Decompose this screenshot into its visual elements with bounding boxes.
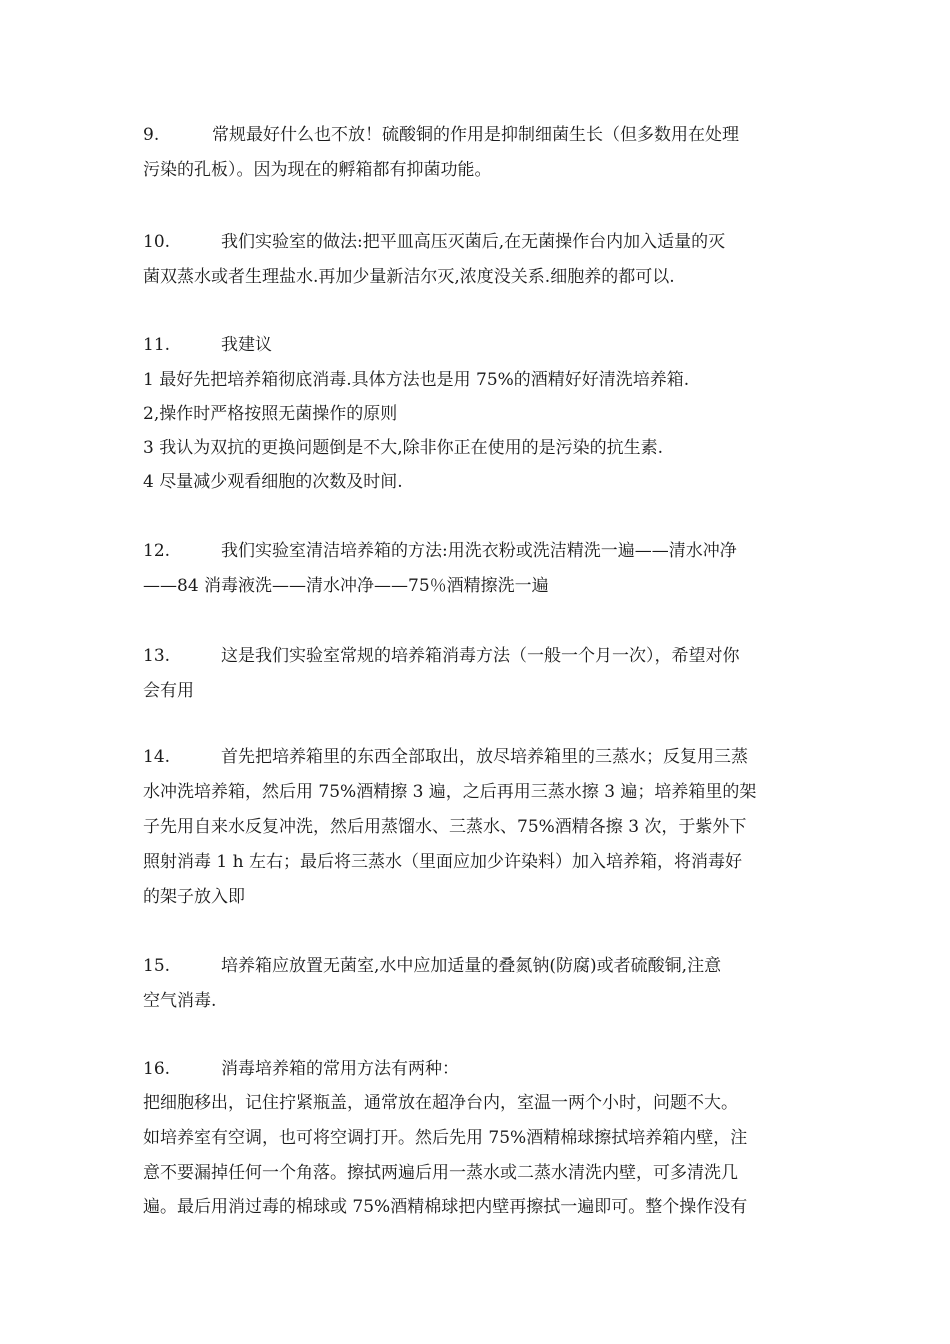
- item-text: 子先用自来水反复冲洗，然后用蒸馏水、三蒸水、75%酒精各擦 3 次，于紫外下: [143, 817, 747, 837]
- item-number: 12.: [143, 541, 171, 561]
- item-text: 2,操作时严格按照无菌操作的原则: [143, 404, 398, 424]
- paragraph-line: [143, 851, 823, 873]
- item-text: 菌双蒸水或者生理盐水.再加少量新洁尔灭,浓度没关系.细胞养的都可以.: [143, 267, 675, 287]
- item-text: 污染的孔板）。因为现在的孵箱都有抑菌功能。: [143, 160, 492, 180]
- item-text: ——84 消毒液洗——清水冲净——75％酒精擦洗一遍: [143, 576, 549, 596]
- item-number: 9.: [143, 125, 160, 145]
- paragraph-line: [143, 816, 823, 838]
- item-text: 水冲洗培养箱，然后用 75%酒精擦 3 遍，之后再用三蒸水擦 3 遍；培养箱里的架: [143, 782, 757, 802]
- item-text: 空气消毒.: [143, 991, 217, 1011]
- paragraph-line: [143, 575, 823, 597]
- item-text: 这是我们实验室常规的培养箱消毒方法（一般一个月一次），希望对你: [221, 646, 740, 666]
- item-number: 13.: [143, 646, 171, 666]
- item-number: 10.: [143, 232, 171, 252]
- paragraph-line: [143, 471, 823, 493]
- paragraph-line: [143, 159, 823, 181]
- item-text: 常规最好什么也不放！硫酸铜的作用是抑制细菌生长（但多数用在处理: [212, 125, 739, 145]
- item-text: 我们实验室清洁培养箱的方法:用洗衣粉或洗洁精洗一遍——清水冲净: [221, 541, 737, 561]
- paragraph-line: [143, 680, 823, 702]
- paragraph-line: [143, 540, 823, 562]
- paragraph-line: [143, 266, 823, 288]
- paragraph-line: [143, 781, 823, 803]
- item-text: 首先把培养箱里的东西全部取出，放尽培养箱里的三蒸水；反复用三蒸: [221, 747, 748, 767]
- item-text: 的架子放入即: [143, 887, 245, 907]
- item-text: 3 我认为双抗的更换问题倒是不大,除非你正在使用的是污染的抗生素.: [143, 438, 664, 458]
- paragraph-line: [143, 1092, 823, 1114]
- paragraph-line: [143, 886, 823, 908]
- item-text: 如培养室有空调，也可将空调打开。然后先用 75%酒精棉球擦拭培养箱内壁，注: [143, 1128, 748, 1148]
- item-text: 培养箱应放置无菌室,水中应加适量的叠氮钠(防腐)或者硫酸铜,注意: [221, 956, 722, 976]
- item-text: 遍。最后用消过毒的棉球或 75%酒精棉球把内壁再擦拭一遍即可。整个操作没有: [143, 1197, 748, 1217]
- paragraph-line: [143, 334, 823, 356]
- item-text: 4 尽量减少观看细胞的次数及时间.: [143, 472, 403, 492]
- paragraph-line: [143, 1058, 823, 1080]
- item-number: 11.: [143, 335, 171, 355]
- paragraph-line: [143, 1162, 823, 1184]
- item-text: 意不要漏掉任何一个角落。擦拭两遍后用一蒸水或二蒸水清洗内壁，可多清洗几: [143, 1163, 738, 1183]
- item-text: 照射消毒 1 h 左右；最后将三蒸水（里面应加少许染料）加入培养箱，将消毒好: [143, 852, 742, 872]
- paragraph-line: [143, 955, 823, 977]
- paragraph-line: [143, 1196, 823, 1218]
- item-text: 会有用: [143, 681, 194, 701]
- item-text: 消毒培养箱的常用方法有两种：: [221, 1059, 459, 1079]
- item-number: 15.: [143, 956, 171, 976]
- paragraph-line: [143, 124, 823, 146]
- paragraph-line: [143, 437, 823, 459]
- paragraph-line: [143, 746, 823, 768]
- item-number: 14.: [143, 747, 171, 767]
- paragraph-line: [143, 990, 823, 1012]
- paragraph-line: [143, 231, 823, 253]
- paragraph-line: [143, 645, 823, 667]
- paragraph-line: [143, 403, 823, 425]
- item-text: 把细胞移出，记住拧紧瓶盖，通常放在超净台内，室温一两个小时，问题不大。: [143, 1093, 738, 1113]
- item-text: 1 最好先把培养箱彻底消毒.具体方法也是用 75%的酒精好好清洗培养箱.: [143, 370, 690, 390]
- item-text: 我们实验室的做法:把平皿高压灭菌后,在无菌操作台内加入适量的灭: [221, 232, 726, 252]
- item-number: 16.: [143, 1059, 171, 1079]
- paragraph-line: [143, 1127, 823, 1149]
- paragraph-line: [143, 369, 823, 391]
- item-text: 我建议: [221, 335, 272, 355]
